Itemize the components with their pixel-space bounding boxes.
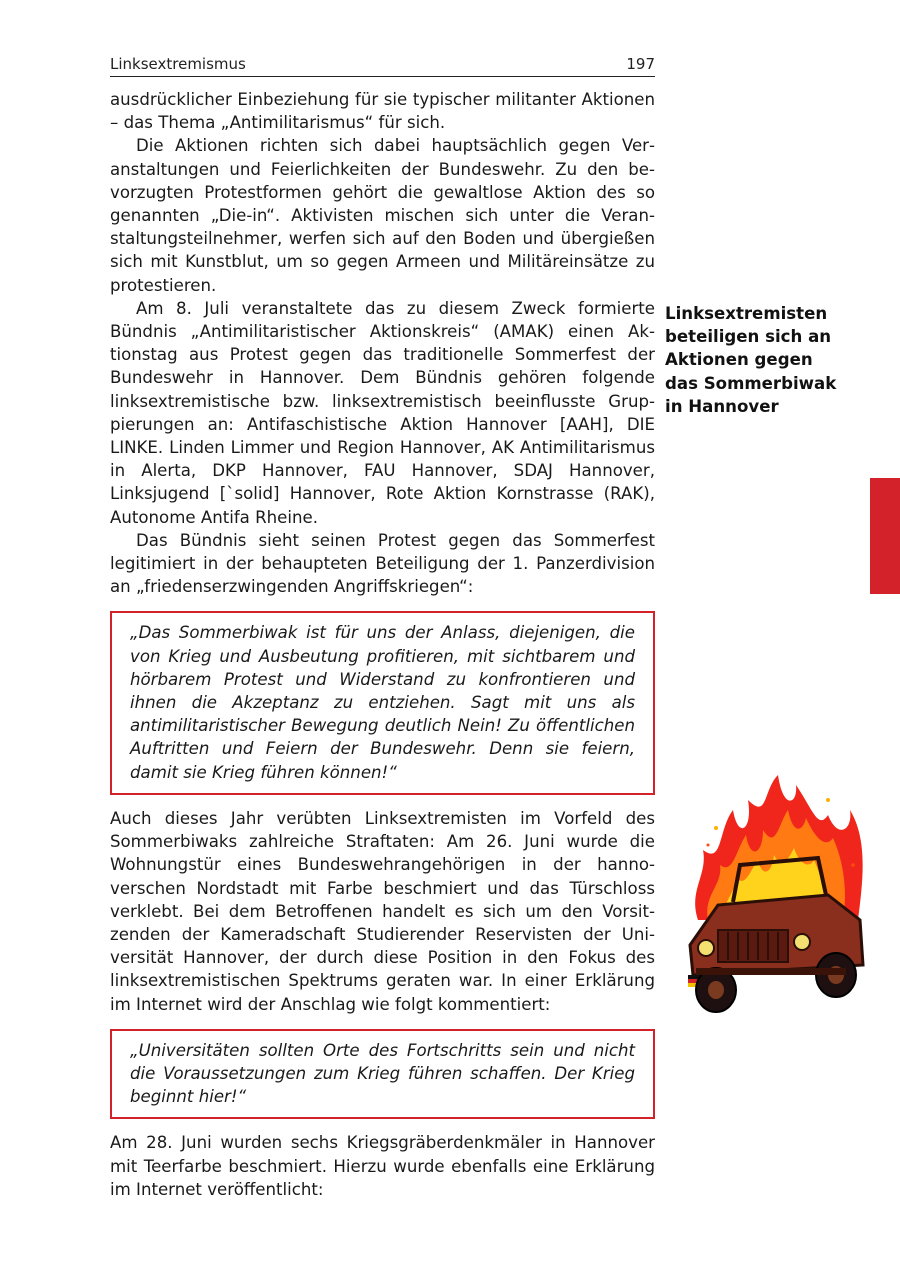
margin-note — [665, 302, 865, 418]
paragraph: Die Aktionen richten sich dabei hauptsächlich gegen Veranstaltungen und Feierlichkeiten der Bundeswehr. Zu den bevorzugten Protestformen gehört die gewaltlose Aktion des so genannten „Die-in“. Aktivisten mischen sich unter die Veranstaltungsteilnehmer, werfen sich auf den Boden und übergießen sich mit Kunstblut, um so gegen Armeen und Militäreinsätze zu protestieren. — [110, 136, 655, 295]
main-text-column — [110, 88, 655, 1201]
page-number: 197 — [626, 55, 655, 73]
margin-note-line: in Hannover — [665, 396, 779, 416]
quote-box — [110, 1029, 655, 1120]
paragraph: Auch dieses Jahr verübten Linksextremisten im Vorfeld des Sommerbiwaks zahlreiche Straftaten: Am 26. Juni wurde die Wohnungstür eines Bundeswehrangehörigen in der hannoverschen Nordstadt mit Farbe beschmiert und das Türschloss verklebt. Bei dem Betroffenen handelt es sich um den Vorsitzenden der Kameradschaft Studierender Reservisten der Universität Hannover, der durch diese Position in den Fokus des linksextremistischen Spektrums geraten war. In einer Erklärung im Internet wird der Anschlag wie folgt kommentiert: — [110, 808, 655, 1014]
running-header — [110, 55, 655, 77]
paragraph: ausdrücklicher Einbeziehung für sie typischer militanter Aktionen – das Thema „Antimilitarismus“ für sich. — [110, 90, 655, 133]
margin-note-line: Aktionen gegen — [665, 350, 813, 370]
margin-note-line: das Sommerbiwak — [665, 373, 837, 393]
paragraph: Das Bündnis sieht seinen Protest gegen das Sommerfest legitimiert in der behaupteten Beteiligung der 1. Panzerdivision an „friedenserzwingenden Angriffskriegen“: — [110, 530, 655, 597]
quote-text: „Das Sommerbiwak ist für uns der Anlass, diejenigen, die von Krieg und Ausbeutung profitieren, mit sichtbarem und hörbarem Protest und Widerstand zu konfrontieren und ihnen die Akzeptanz zu entziehen. Sagt mit uns als antimilitaristischer Bewegung deutlich Nein! Zu öffentlichen Auftritten und Feiern der Bundeswehr. Denn sie feiern, damit sie Krieg führen können!“ — [130, 623, 635, 782]
paragraph: Am 28. Juni wurden sechs Kriegsgräberdenkmäler in Hannover mit Teerfarbe beschmiert. Hierzu wurde ebenfalls eine Erklärung im Internet veröffentlicht: — [110, 1133, 655, 1199]
section-title: Linksextremismus — [110, 55, 246, 73]
paragraph: Am 8. Juli veranstaltete das zu diesem Zweck formierte Bündnis „Antimilitaristischer Aktionskreis“ (AMAK) einen Aktionstag aus Protest gegen das traditionelle Sommerfest der Bundeswehr in Hannover. Dem Bündnis gehören folgende linksextremistische bzw. linksextremistisch beeinflusste Gruppierungen an: Antifaschistische Aktion Hannover [AAH], DIE LINKE. Linden Limmer und Region Hannover, AK Antimilitarismus in Alerta, DKP Hannover, FAU Hannover, SDAJ Hannover, Linksjugend [`solid] Hannover, Rote Aktion Kornstrasse (RAK), Autonome Antifa Rheine. — [110, 298, 655, 527]
quote-box — [110, 611, 655, 794]
quote-text: „Universitäten sollten Orte des Fortschritts sein und nicht die Voraussetzungen zum Krieg führen schaffen. Der Krieg beginnt hier!“ — [130, 1040, 635, 1107]
chapter-tab-marker — [870, 478, 900, 594]
margin-note-line: Linksextremisten — [665, 304, 828, 323]
margin-note-line: beteiligen sich an — [665, 327, 832, 347]
burning-jeep-illustration — [678, 770, 874, 1020]
